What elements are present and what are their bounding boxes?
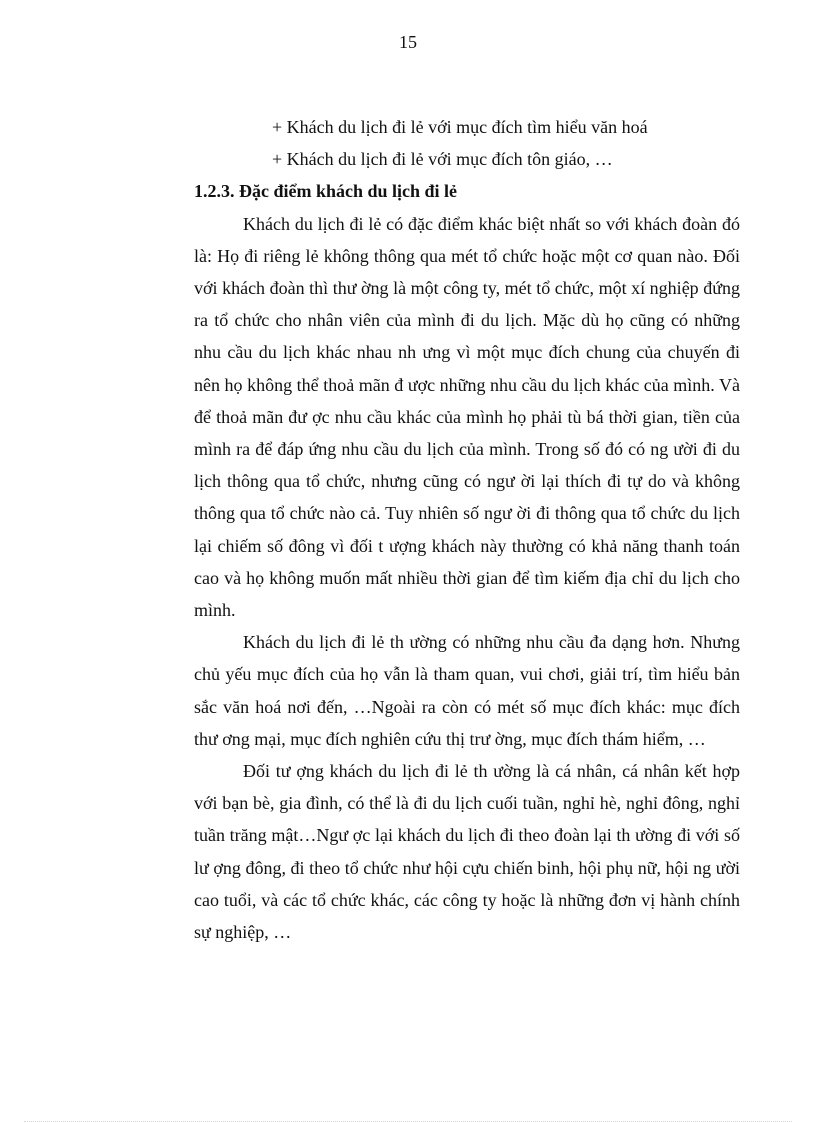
body-text [194, 208, 740, 949]
paragraph: Khách du lịch đi lẻ th ường có những nhu cầu đa dạng hơn. Nhưng chủ yếu mục đích của họ vẫn là tham quan, vui chơi, giải trí, tìm hiểu bản sắc văn hoá nơi đến, …Ngoài ra còn có mét số mục đích khác: mục đích thư ơng mại, mục đích nghiên cứu thị trư ờng, mục đích thám hiểm, … [194, 632, 740, 749]
page-number: 15 [399, 32, 417, 52]
bullet-item: + Khách du lịch đi lẻ với mục đích tôn giáo, … [272, 149, 613, 170]
page-bottom-divider [24, 1121, 792, 1122]
section-heading: 1.2.3. Đặc điểm khách du lịch đi lẻ [194, 181, 458, 202]
paragraph: Khách du lịch đi lẻ có đặc điểm khác biệt nhất so với khách đoàn đó là: Họ đi riêng lẻ không thông qua mét tổ chức hoặc một cơ quan nào. Đối với khách đoàn thì thư ờng là một công ty, mét tổ chức, một xí nghiệp đứng ra tổ chức cho nhân viên của mình đi du lịch. Mặc dù họ cũng có những nhu cầu du lịch khác nhau nh ưng vì một mục đích chung của chuyến đi nên họ không thể thoả mãn đ ược những nhu cầu du lịch khác của mình. Và để thoả mãn đư ợc nhu cầu khác của mình họ phải tù bá thời gian, tiền của mình ra để đáp ứng nhu cầu du lịch của mình. Trong số đó có ng ười đi du lịch thông qua tổ chức, nhưng cũng có ngư ời lại thích đi tự do và không thông qua tổ chức nào cả. Tuy nhiên số ngư ời đi thông qua tổ chức du lịch lại chiếm số đông vì đối t ượng khách này thường có khả năng thanh toán cao và họ không muốn mất nhiều thời gian để tìm kiếm địa chỉ du lịch cho mình. [194, 213, 740, 621]
paragraph: Đối tư ợng khách du lịch đi lẻ th ường là cá nhân, cá nhân kết hợp với bạn bè, gia đình, có thể là đi du lịch cuối tuần, nghỉ hè, nghỉ đông, nghỉ tuần trăng mật…Ngư ợc lại khách du lịch đi theo đoàn lại th ường đi với số lư ợng đông, đi theo tổ chức như hội cựu chiến binh, hội phụ nữ, hội ng ười cao tuổi, và các tổ chức khác, các công ty hoặc là những đơn vị hành chính sự nghiệp, … [194, 761, 740, 943]
bullet-item: + Khách du lịch đi lẻ với mục đích tìm hiểu văn hoá [272, 117, 648, 137]
page-content [194, 111, 740, 948]
